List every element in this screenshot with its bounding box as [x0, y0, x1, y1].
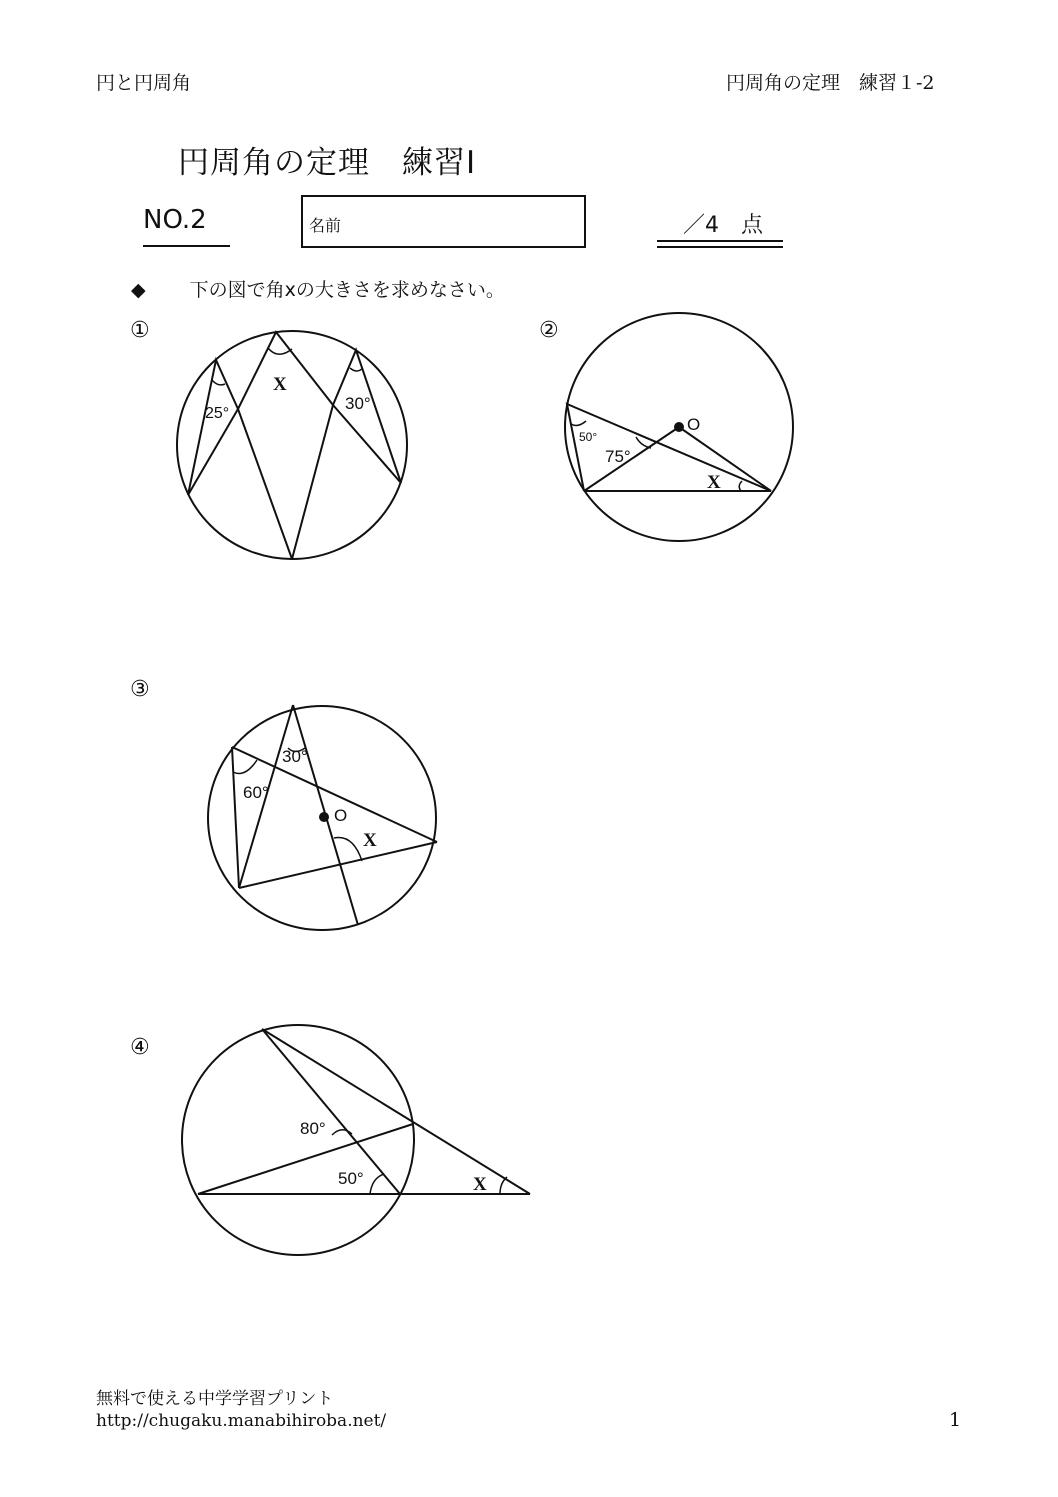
- figure-3-chord-b: [232, 747, 239, 888]
- figure-2-radius-right: [679, 427, 771, 491]
- figure-1: [177, 331, 407, 559]
- figure-3-label-60: 60°: [243, 783, 269, 802]
- instruction-text: 下の図で角xの大きさを求めなさい。: [189, 279, 505, 301]
- diamond-bullet-icon: ◆: [131, 279, 146, 301]
- figure-3-label-o: O: [334, 806, 348, 825]
- score-label: ／4 点: [683, 213, 763, 238]
- figure-2-arc-x: [739, 481, 742, 491]
- figure-4: [182, 1025, 530, 1255]
- figure-2-label-o: O: [687, 415, 701, 434]
- figure-4-label-80: 80°: [300, 1119, 326, 1138]
- figure-4-chord-down: [262, 1029, 400, 1194]
- header-right: 円周角の定理 練習１-2: [726, 72, 935, 94]
- figure-2-center-dot: [674, 422, 684, 432]
- figure-1-segment-right: [333, 405, 401, 483]
- figure-3-center-dot: [319, 812, 329, 822]
- problem-1-number: ①: [130, 318, 150, 343]
- figure-4-label-x: X: [473, 1174, 487, 1195]
- figure-1-arc-25: [212, 380, 225, 385]
- figure-3-label-30: 30°: [282, 747, 308, 766]
- figure-2-radius-left: [584, 427, 679, 491]
- figure-1-chord-right: [292, 405, 333, 559]
- name-label: 名前: [309, 216, 342, 235]
- problem-2-number: ②: [539, 318, 559, 343]
- figure-1-label-25: 25°: [205, 405, 230, 422]
- header-left: 円と円周角: [96, 72, 192, 94]
- figure-3-label-x: X: [363, 830, 377, 851]
- number-label: NO.2: [143, 205, 207, 235]
- figure-2-label-50: 50°: [579, 430, 598, 444]
- page-number: 1: [949, 1409, 962, 1431]
- figure-3-chord-d: [239, 842, 437, 888]
- figure-2-label-75: 75°: [605, 447, 631, 466]
- footer-url: http://chugaku.manabihiroba.net/: [96, 1411, 387, 1431]
- figure-4-label-50: 50°: [338, 1169, 364, 1188]
- figure-1-label-30: 30°: [345, 394, 371, 413]
- figure-3-arc-60: [233, 760, 257, 774]
- page-title: 円周角の定理 練習Ⅰ: [178, 145, 477, 181]
- problem-3-number: ③: [130, 677, 150, 702]
- figure-2-label-x: X: [707, 472, 721, 493]
- figure-1-label-x: X: [273, 374, 287, 395]
- figure-2-triangle: [567, 404, 771, 491]
- figure-4-circle: [182, 1025, 414, 1255]
- figure-4-arc-50: [370, 1174, 384, 1194]
- figure-1-circle: [177, 331, 407, 559]
- figure-1-top-angle: [238, 332, 333, 409]
- problem-4-number: ④: [130, 1035, 150, 1060]
- figure-1-arc-30: [350, 368, 363, 371]
- figure-1-chord-left: [238, 409, 292, 559]
- footer-line-1: 無料で使える中学学習プリント: [96, 1389, 334, 1409]
- figure-4-secant-top: [262, 1029, 530, 1194]
- figure-2-arc-50: [571, 421, 586, 425]
